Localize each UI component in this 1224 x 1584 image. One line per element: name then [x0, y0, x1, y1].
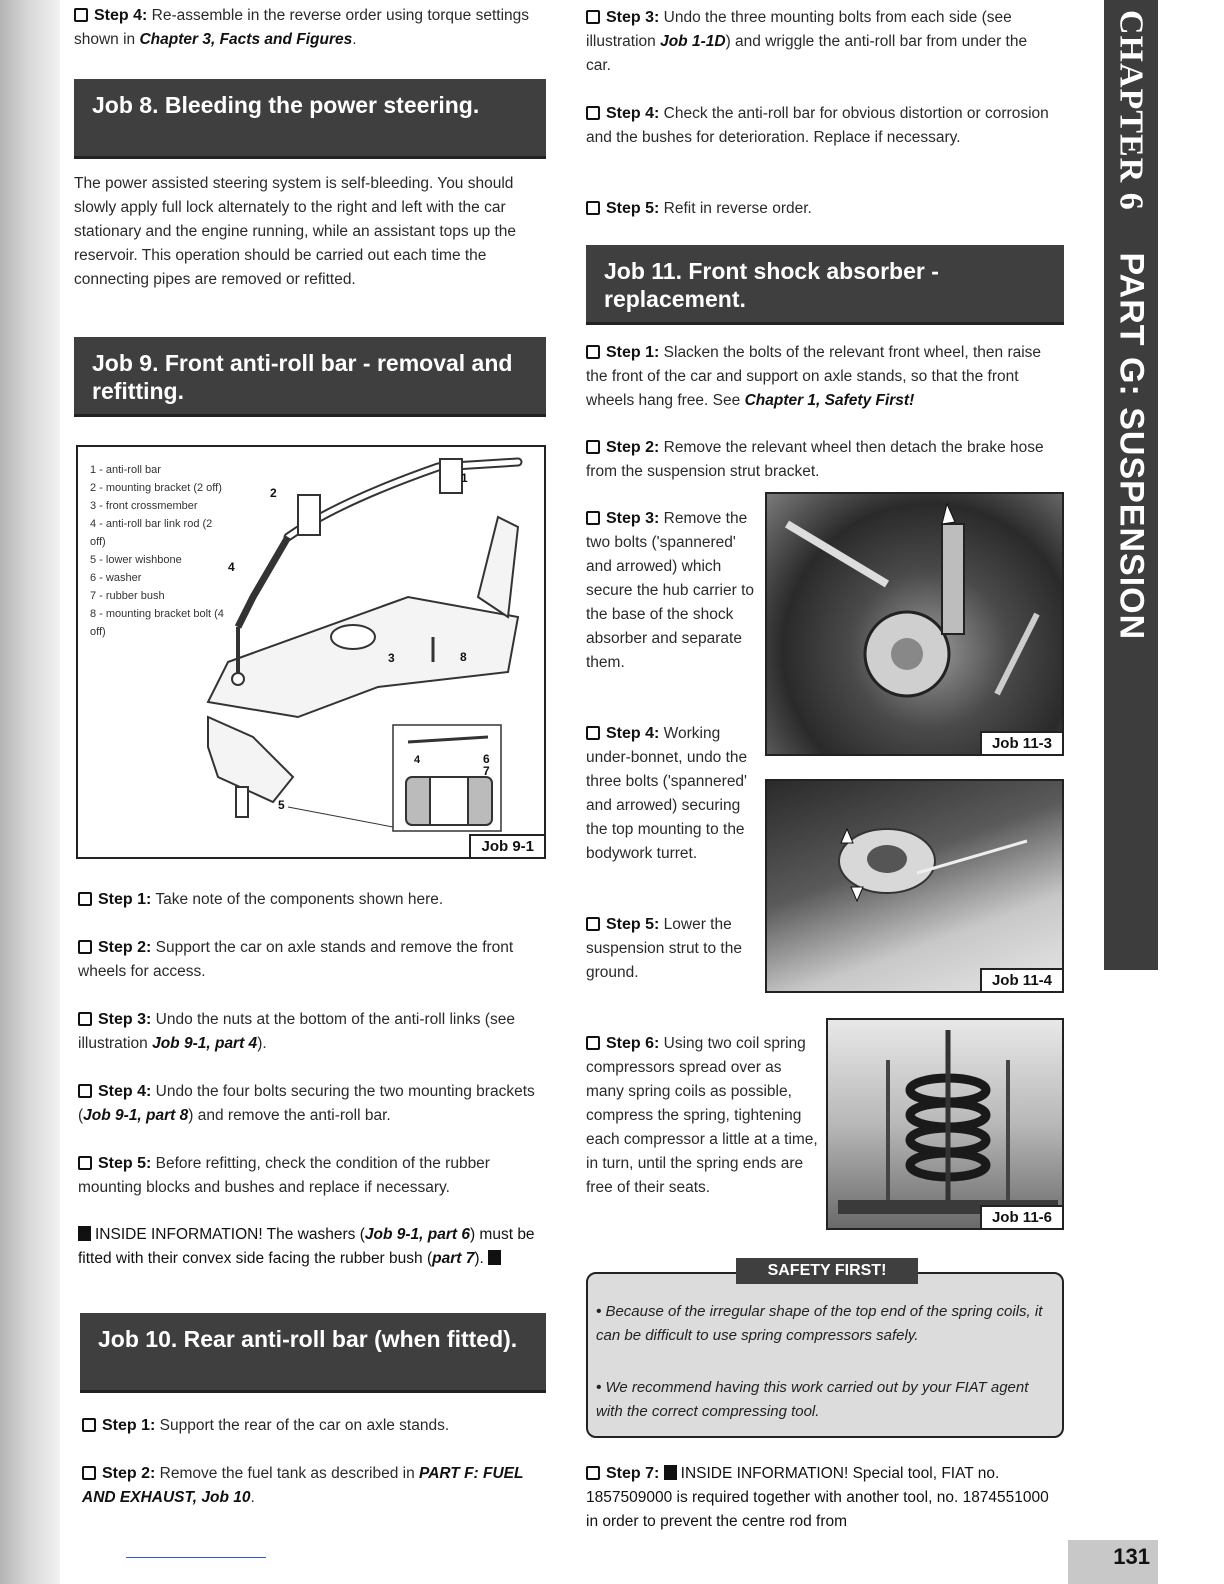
inside-reference: Job 9-1, part 6 — [364, 1226, 470, 1243]
checkbox-icon — [586, 106, 600, 120]
step-label: Step 4: — [606, 725, 660, 742]
callout-label: 4 — [228, 560, 235, 574]
step-text: Undo the four bolts securing the two mounting brackets ( — [78, 1083, 535, 1124]
step-text: Remove the relevant wheel then detach the brake hose from the suspension strut bracket. — [586, 439, 1044, 480]
job-11-step-7 — [586, 1462, 1058, 1534]
step-text: Support the car on axle stands and remove the front wheels for access. — [78, 939, 514, 980]
figure-caption: Job 9-1 — [469, 834, 544, 857]
step-text: INSIDE INFORMATION! Special tool, FIAT no. 1857509000 is required together with another tool, no. 1874551000 in order to prevent the centre rod from — [586, 1465, 1049, 1530]
legend-item: 2 - mounting bracket (2 off) — [90, 482, 222, 494]
step-label: Step 3: — [98, 1011, 152, 1028]
step-label: Step 5: — [606, 916, 660, 933]
step-label: Step 4: — [606, 105, 660, 122]
step-text: Undo the three mounting bolts from each side (see illustration — [586, 9, 1012, 50]
step-reference: Job 9-1, part 4 — [152, 1035, 258, 1052]
callout-label: 5 — [278, 798, 285, 812]
checkbox-icon — [586, 1036, 600, 1050]
checkbox-icon — [586, 917, 600, 931]
step-reference: PART F: FUEL AND EXHAUST, Job 10 — [82, 1465, 524, 1506]
footer-rule — [126, 1557, 266, 1558]
job-9-step-5 — [78, 1152, 542, 1200]
figure-job-9-1 — [76, 445, 546, 859]
inside-text: ). — [474, 1250, 484, 1267]
step-label: Step 1: — [606, 344, 660, 361]
wishbone-shape — [208, 717, 293, 802]
step-label: Step 5: — [606, 200, 660, 217]
step-text-end: ) and remove the anti-roll bar. — [188, 1107, 391, 1124]
step-label: Step 6: — [606, 1035, 660, 1052]
job-11-step-1 — [586, 341, 1064, 413]
step-label: Step 3: — [606, 9, 660, 26]
safety-item-text: Because of the irregular shape of the top end of the spring coils, it can be difficult to use spring compressors safely. — [596, 1303, 1043, 1344]
callout-label: 4 — [414, 754, 421, 766]
strut-turret-photo — [767, 781, 1064, 993]
spring-compressor-photo — [828, 1020, 1064, 1230]
step-text: Support the rear of the car on axle stands. — [159, 1417, 450, 1434]
inside-information-icon — [488, 1250, 501, 1265]
page-number: 131 — [1068, 1540, 1158, 1584]
checkbox-icon — [586, 1466, 600, 1480]
step-reference: Job 1-1D — [660, 33, 726, 50]
safety-first-box — [586, 1272, 1064, 1438]
checkbox-icon — [78, 1012, 92, 1026]
safety-item — [596, 1300, 1056, 1348]
job-11-step-4 — [586, 722, 758, 866]
job-9-title: Job 9. Front anti-roll bar - removal and refitting. — [92, 350, 513, 404]
job-11-heading — [586, 245, 1064, 325]
job-11-step-5 — [586, 913, 758, 985]
job-8-heading — [74, 79, 546, 159]
photo-caption: Job 11-3 — [980, 731, 1062, 754]
checkbox-icon — [78, 1156, 92, 1170]
job-8-title: Job 8. Bleeding the power steering. — [92, 92, 480, 118]
safety-item — [596, 1376, 1056, 1424]
step-text: Take note of the components shown here. — [155, 891, 444, 908]
crossmember-shape — [208, 597, 518, 717]
job-10-title: Job 10. Rear anti-roll bar (when fitted). — [98, 1326, 518, 1352]
chapter-label: CHAPTER 6 — [1112, 10, 1150, 211]
callout-label: 3 — [388, 651, 395, 665]
step-reference: Chapter 1, Safety First! — [744, 392, 915, 409]
legend-item: 8 - mounting bracket bolt (4 off) — [90, 608, 224, 638]
checkbox-icon — [586, 201, 600, 215]
step-text: Remove the two bolts ('spannered' and arrowed) which secure the hub carrier to the base of the shock absorber and separate them. — [586, 510, 755, 671]
callout-label: 1 — [461, 471, 468, 485]
job-11-step-6 — [586, 1032, 820, 1200]
step-label: Step 1: — [98, 891, 152, 908]
checkbox-icon — [586, 511, 600, 525]
step-text-end: . — [250, 1489, 255, 1506]
step-text-end: ). — [257, 1035, 267, 1052]
job-11-step-3 — [586, 507, 758, 675]
anti-roll-bar-diagram — [78, 447, 544, 857]
inside-text: INSIDE INFORMATION! The washers ( — [95, 1226, 365, 1243]
legend-item: 6 - washer — [90, 572, 142, 584]
checkbox-icon — [74, 8, 88, 22]
safety-first-title: SAFETY FIRST! — [736, 1258, 918, 1284]
job-9-step-3 — [78, 1008, 542, 1056]
step-label: Step 2: — [606, 439, 660, 456]
step-text: Working under-bonnet, undo the three bolts ('spannered' and arrowed) securing the top mounting to the bodywork turret. — [586, 725, 748, 862]
job-9-step-1 — [78, 888, 538, 912]
inside-information-icon — [664, 1465, 677, 1480]
step-label: Step 3: — [606, 510, 660, 527]
job-11-step-2 — [586, 436, 1064, 484]
step-4-reassemble — [74, 4, 544, 52]
safety-item-text: We recommend having this work carried out by your FIAT agent with the correct compressing tool. — [596, 1379, 1029, 1420]
legend-item: 7 - rubber bush — [90, 590, 165, 602]
callout-label: 2 — [270, 486, 277, 500]
checkbox-icon — [586, 10, 600, 24]
step-label: Step 2: — [98, 939, 152, 956]
photo-job-11-4 — [765, 779, 1064, 993]
checkbox-icon — [586, 726, 600, 740]
photo-caption: Job 11-4 — [980, 968, 1062, 991]
step-text: Before refitting, check the condition of the rubber mounting blocks and bushes and replace if necessary. — [78, 1155, 490, 1196]
step-text: Lower the suspension strut to the ground. — [586, 916, 742, 981]
checkbox-icon — [78, 1084, 92, 1098]
checkbox-icon — [586, 440, 600, 454]
step-text: Using two coil spring compressors spread over as many spring coils as possible, compress the spring, tightening each compressor a little at a time, in turn, until the spring ends are free of their seats. — [586, 1035, 818, 1196]
step-text: Check the anti-roll bar for obvious distortion or corrosion and the bushes for deterioration. Replace if necessary. — [586, 105, 1049, 146]
step-text-end: ) and wriggle the anti-roll bar from under the car. — [586, 33, 1028, 74]
legend-item: 3 - front crossmember — [90, 500, 198, 512]
part-label: PART G: SUSPENSION — [1112, 252, 1151, 641]
job-9-heading — [74, 337, 546, 417]
photo-job-11-3 — [765, 492, 1064, 756]
legend-item: 4 - anti-roll bar link rod (2 off) — [90, 518, 213, 548]
step-text: Slacken the bolts of the relevant front wheel, then raise the front of the car and support on axle stands, so that the front wheels hang free. See — [586, 344, 1042, 409]
job-10-heading — [80, 1313, 546, 1393]
callout-label: 6 — [483, 752, 490, 766]
job-10-step-2 — [82, 1462, 542, 1510]
step-label: Step 5: — [98, 1155, 152, 1172]
step-text-end: . — [352, 31, 357, 48]
bullet-icon: • — [596, 1303, 602, 1320]
step-label: Step 4: — [98, 1083, 152, 1100]
page-gutter-shadow — [0, 0, 60, 1584]
job-10-step-3 — [586, 6, 1056, 78]
checkbox-icon — [78, 892, 92, 906]
step-label: Step 1: — [102, 1417, 156, 1434]
job-10-step-4 — [586, 102, 1056, 150]
mounting-bracket-shape — [298, 495, 320, 535]
inside-information-icon — [78, 1226, 91, 1241]
step-reference: Job 9-1, part 8 — [83, 1107, 189, 1124]
photo-job-11-6 — [826, 1018, 1064, 1230]
legend-item: 5 - lower wishbone — [90, 554, 182, 566]
legend-item: 1 - anti-roll bar — [90, 464, 161, 476]
checkbox-icon — [586, 345, 600, 359]
step-text: Remove the fuel tank as described in — [159, 1465, 419, 1482]
job-10-step-1 — [82, 1414, 542, 1438]
job-11-title: Job 11. Front shock absorber - replacement. — [604, 258, 939, 312]
inside-information-washers — [78, 1223, 544, 1271]
step-reference: Chapter 3, Facts and Figures — [139, 31, 353, 48]
callout-label: 7 — [483, 764, 490, 778]
step-label: Step 7: — [606, 1465, 660, 1482]
step-text: Refit in reverse order. — [663, 200, 812, 217]
hub-carrier-photo — [767, 494, 1064, 756]
inside-text: ) must be fitted with their convex side facing the rubber bush ( — [78, 1226, 535, 1267]
checkbox-icon — [82, 1466, 96, 1480]
chapter-sidebar-text — [1112, 10, 1151, 640]
photo-caption: Job 11-6 — [980, 1205, 1062, 1228]
callout-label: 8 — [460, 650, 467, 664]
step-text: Re-assemble in the reverse order using torque settings shown in — [74, 7, 530, 48]
bullet-icon: • — [596, 1379, 602, 1396]
job-10-step-5 — [586, 197, 1056, 221]
inside-reference: part 7 — [432, 1250, 475, 1267]
job-9-step-4 — [78, 1080, 542, 1128]
job-9-step-2 — [78, 936, 538, 984]
checkbox-icon — [78, 940, 92, 954]
step-label: Step 2: — [102, 1465, 156, 1482]
job-8-body: The power assisted steering system is self-bleeding. You should slowly apply full lock alternately to the right and left with the car stationary and the engine running, while an assistant tops up the reservoir. This operation should be carried out each time the connecting pipes are removed or refitted. — [74, 175, 517, 288]
step-label: Step 4: — [94, 7, 148, 24]
checkbox-icon — [82, 1418, 96, 1432]
step-text: Undo the nuts at the bottom of the anti-roll links (see illustration — [78, 1011, 515, 1052]
anti-roll-bar-shape — [288, 462, 518, 537]
